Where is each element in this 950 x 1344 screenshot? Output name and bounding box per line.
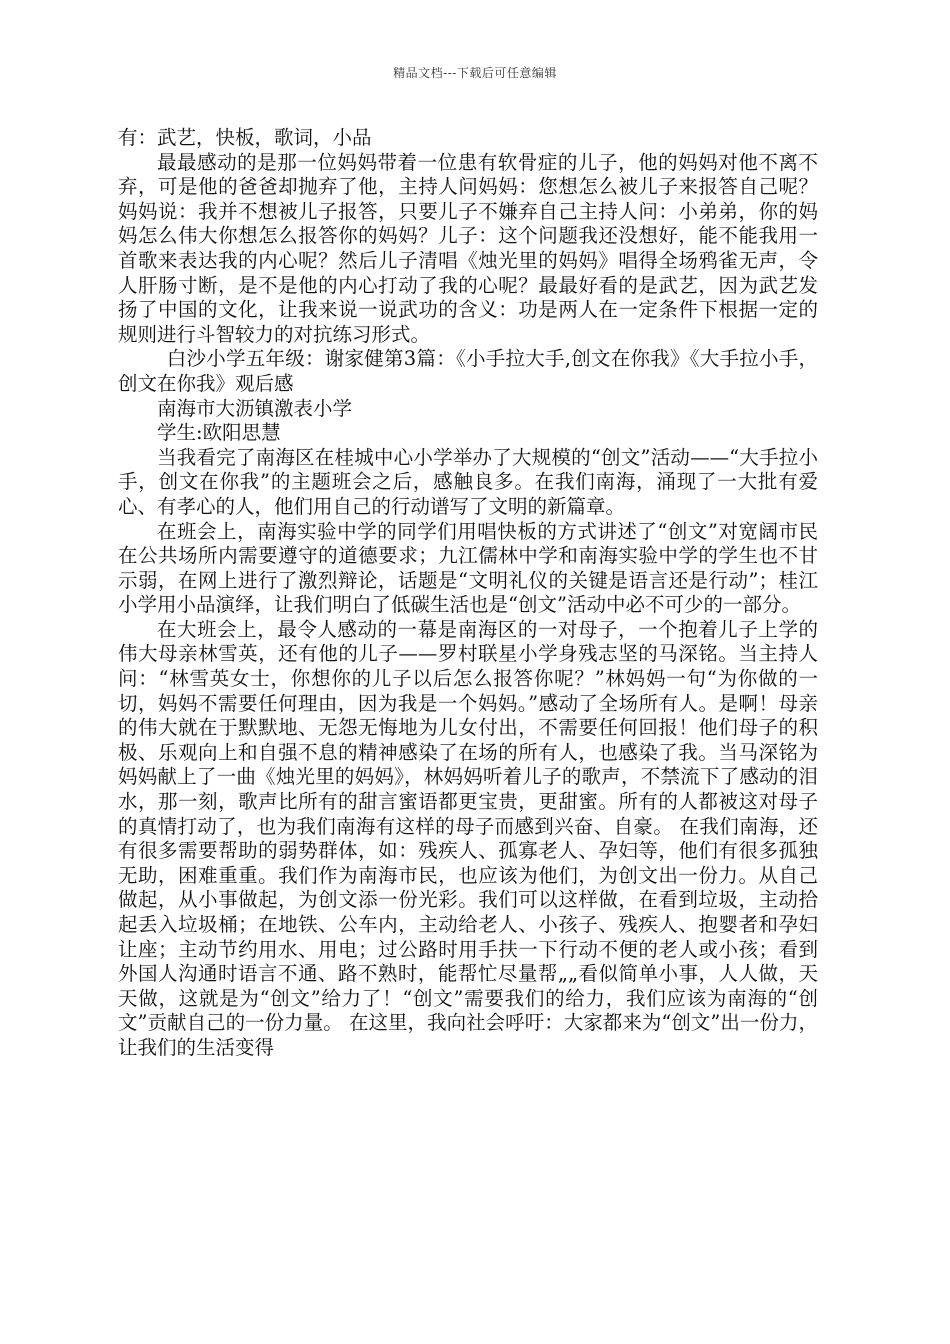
paragraph-mother-son: 最最感动的是那一位妈妈带着一位患有软骨症的儿子，他的妈妈对他不离不弃，可是他的爸爸却抛弃了他，主持人问妈妈：您想怎么被儿子来报答自己呢？妈妈说：我并不想被儿子报答，只要儿子不嫌弃自己主持人问：小弟弟，你的妈妈怎么伟大你想怎么报答你的妈妈？儿子：这个问题我还没想好，能不能我用一首歌来表达我的内心呢？然后儿子清唱《烛光里的妈妈》唱得全场鸦雀无声，令人肝肠寸断，是不是他的内心打动了我的心呢？最最好看的是武艺，因为武艺发扬了中国的文化，让我来说一说武功的含义：功是两人在一定条件下根据一定的规则进行斗智较力的对抗练习形式。 [118,150,818,346]
document-body [118,126,818,1061]
paragraph-activities: 有：武艺，快板，歌词，小品 [118,126,372,149]
page-header: 精品文档---下载后可任意编辑 [393,66,557,80]
paragraph-class-meeting: 在班会上，南海实验中学的同学们用唱快板的方式讲述了“创文”对宽阔市民在公共场所内需要遵守的道德要求；九江儒林中学和南海实验中学的学生也不甘示弱，在网上进行了激烈辩论，话题是“文明礼仪的关键是语言还是行动”；桂江小学用小品演绎，让我们明白了低碳生活也是“创文”活动中必不可少的一部分。 [118,519,818,617]
paragraph-article-title: 白沙小学五年级：谢家健第3篇：《小手拉大手,创文在你我》《大手拉小手，创文在你我》观后感 [118,347,818,395]
paragraph-student: 学生:欧阳思慧 [157,421,281,445]
paragraph-school: 南海市大沥镇激表小学 [157,396,353,420]
paragraph-intro: 当我看完了南海区在桂城中心小学举办了大规模的“创文”活动——“大手拉小手，创文在你我”的主题班会之后，感触良多。在我们南海，涌现了一大批有爱心、有孝心的人，他们用自己的行动谱写了文明的新篇章。 [118,445,818,518]
paragraph-big-meeting: 在大班会上，最令人感动的一幕是南海区的一对母子，一个抱着儿子上学的伟大母亲林雪英，还有他的儿子——罗村联星小学身残志坚的马深铭。当主持人问：“林雪英女士，你想你的儿子以后怎么报答你呢？”林妈妈一句“为你做的一切，妈妈不需要任何理由，因为我是一个妈妈。”感动了全场所有人。是啊！母亲的伟大就在于默默地、无怨无悔地为儿女付出，不需要任何回报！他们母子的积极、乐观向上和自强不息的精神感染了在场的所有人，也感染了我。当马深铭为妈妈献上了一曲《烛光里的妈妈》，林妈妈听着儿子的歌声，不禁流下了感动的泪水，那一刻，歌声比所有的甜言蜜语都更宝贵，更甜蜜。所有的人都被这对母子的真情打动了，也为我们南海有这样的母子而感到兴奋、自豪。 在我们南海，还有很多需要帮助的弱势群体，如：残疾人、孤寡老人、孕妇等，他们有很多孤独无助，困难重重。我们作为南海市民，也应该为他们，为创文出一份力。从自己做起，从小事做起，为创文添一份光彩。我们可以这样做，在看到垃圾，主动拾起丢入垃圾桶；在地铁、公车内，主动给老人、小孩子、残疾人、抱婴者和孕妇让座；主动节约用水、用电；过公路时用手扶一下行动不便的老人或小孩；看到外国人沟通时语言不通、路不熟时，能帮忙尽量帮„„看似简单小事，人人做，天天做，这就是为“创文”给力了！“创文”需要我们的给力，我们应该为南海的“创文”贡献自己的一份力量。 在这里，我向社会呼吁：大家都来为“创文”出一份力，让我们的生活变得 [118,617,818,1059]
